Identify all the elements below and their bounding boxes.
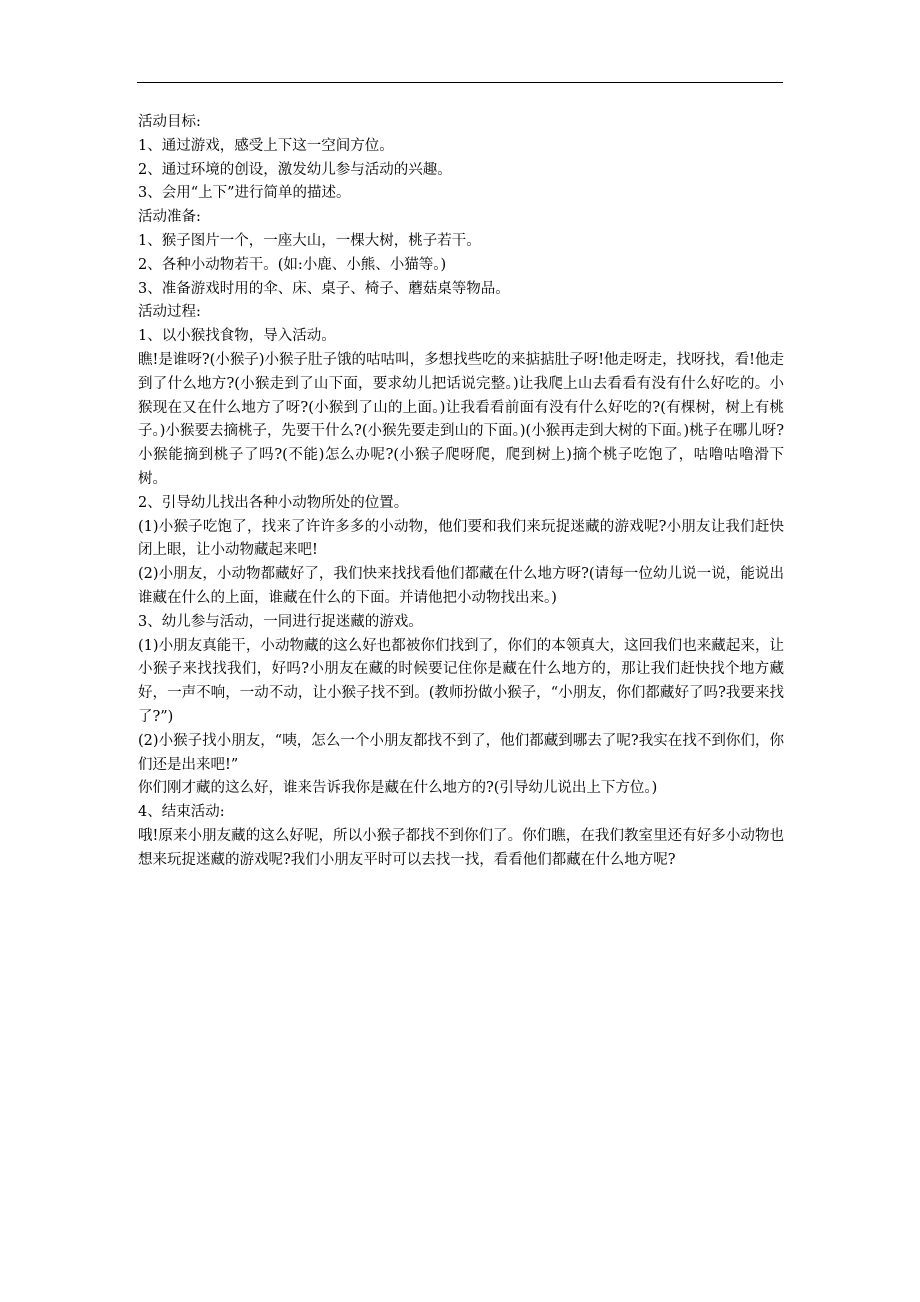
step1-paragraph: 瞧!是谁呀?(小猴子)小猴子肚子饿的咕咕叫，多想找些吃的来掂掂肚子呀!他走呀走，找呀找，看!他走到了什么地方?(小猴走到了山下面，要求幼儿把话说完整。)让我爬上山去看看有没有什么好吃的。小猴现在又在什么地方了呀?(小猴到了山的上面。)让我看看前面有没有什么好吃的?(有棵树，树上有桃子。)小猴要去摘桃子，先要干什么?(小猴先要走到山的下面。)(小猴再走到大树的下面。)桃子在哪儿呀?小猴能摘到桃子了吗?(不能)怎么办呢?(小猴子爬呀爬，爬到树上)摘个桃子吃饱了，咕噜咕噜滑下树。 bbox=[138, 351, 784, 487]
goals-heading: 活动目标: bbox=[138, 114, 201, 130]
step2-title: 2、引导幼儿找出各种小动物所处的位置。 bbox=[138, 494, 409, 511]
goal-item: 1、通过游戏，感受上下这一空间方位。 bbox=[138, 137, 394, 154]
prep-item: 3、准备游戏时用的伞、床、桌子、椅子、蘑菇桌等物品。 bbox=[138, 280, 510, 297]
step3-paragraph-1: (1)小朋友真能干，小动物藏的这么好也都被你们找到了，你们的本领真大，这回我们也来藏起来，让小猴子来找找我们，好吗?小朋友在藏的时候要记住你是藏在什么地方的，那让我们赶快找个地方藏好，一声不响，一动不动，让小猴子找不到。(教师扮做小猴子，“小朋友，你们都藏好了吗?我要来找了?”) bbox=[138, 637, 784, 725]
prep-item: 1、猴子图片一个，一座大山，一棵大树，桃子若干。 bbox=[138, 232, 481, 249]
step2-paragraph-1: (1)小猴子吃饱了，找来了许许多多的小动物，他们要和我们来玩捉迷藏的游戏呢?小朋友让我们赶快闭上眼，让小动物藏起来吧! bbox=[138, 518, 784, 559]
document-body bbox=[138, 111, 784, 873]
process-heading: 活动过程: bbox=[138, 304, 201, 321]
step3-paragraph-2: (2)小猴子找小朋友，“咦，怎么一个小朋友都找不到了，他们都藏到哪去了呢?我实在找不到你们，你们还是出来吧!” bbox=[138, 732, 784, 773]
prep-heading: 活动准备: bbox=[138, 209, 201, 226]
header-rule bbox=[137, 82, 783, 83]
step4-paragraph: 哦!原来小朋友藏的这么好呢，所以小猴子都找不到你们了。你们瞧，在我们教室里还有好多小动物也想来玩捉迷藏的游戏呢?我们小朋友平时可以去找一找，看看他们都藏在什么地方呢? bbox=[138, 827, 784, 868]
goal-item: 3、会用“上下”进行简单的描述。 bbox=[138, 185, 351, 202]
step3-paragraph-3: 你们刚才藏的这么好，谁来告诉我你是藏在什么地方的?(引导幼儿说出上下方位。) bbox=[138, 780, 658, 797]
prep-item: 2、各种小动物若干。(如:小鹿、小熊、小猫等。) bbox=[138, 256, 447, 273]
step3-title: 3、幼儿参与活动，一同进行捉迷藏的游戏。 bbox=[138, 613, 423, 630]
step2-paragraph-2: (2)小朋友，小动物都藏好了，我们快来找找看他们都藏在什么地方呀?(请每一位幼儿说一说，能说出谁藏在什么的上面，谁藏在什么的下面。并请他把小动物找出来。) bbox=[138, 566, 784, 606]
step1-title: 1、以小猴找食物，导入活动。 bbox=[138, 328, 336, 345]
step4-title: 4、结束活动: bbox=[138, 804, 225, 821]
goal-item: 2、通过环境的创设，激发幼儿参与活动的兴趣。 bbox=[138, 161, 452, 178]
